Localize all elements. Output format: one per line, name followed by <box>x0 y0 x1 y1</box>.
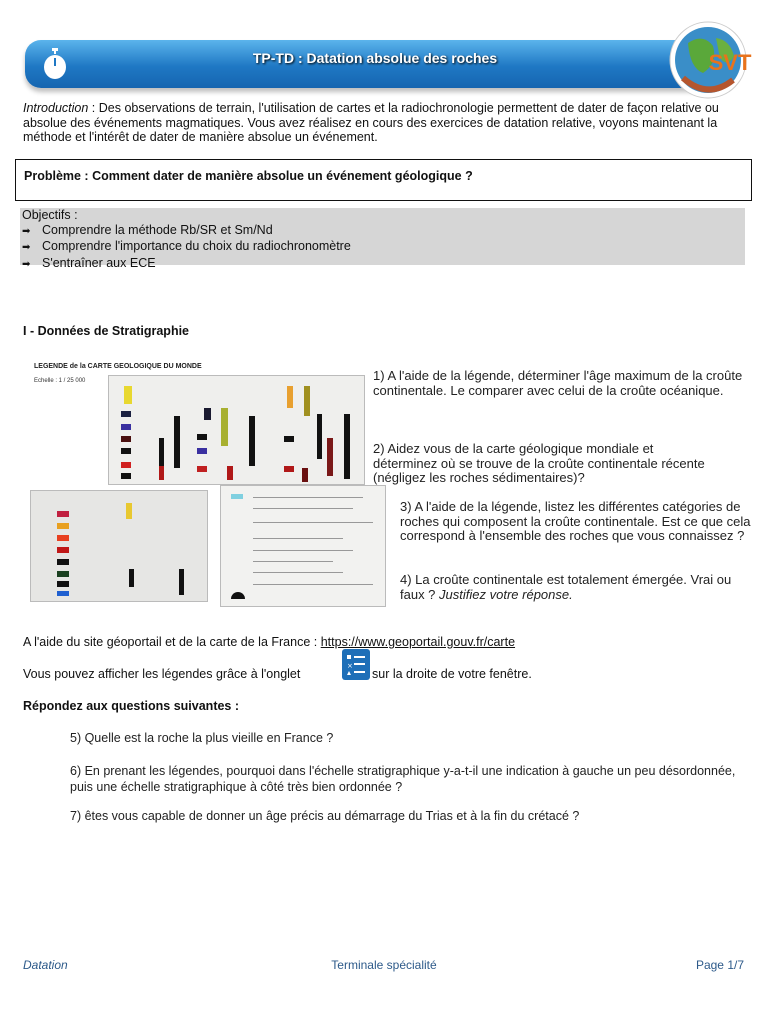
footer-page-number: Page 1/7 <box>695 958 744 972</box>
problem-box <box>15 159 752 201</box>
objective-item <box>20 239 745 256</box>
svg-text:×: × <box>347 662 353 670</box>
intro-sep: : <box>88 101 99 115</box>
header-banner <box>25 40 725 88</box>
question-4-text: 4) La croûte continentale est totalement émergée. Vrai ou faux ? <box>400 572 732 602</box>
figure-scale: Echelle : 1 / 25 000 <box>34 378 86 384</box>
figure-title: LEGENDE de la CARTE GEOLOGIQUE DU MONDE <box>34 363 202 370</box>
objective-text: Comprendre l'importance du choix du radiochronomètre <box>42 239 351 253</box>
legend-scan-continental <box>108 375 365 485</box>
geoportail-line <box>23 635 515 649</box>
arrow-icon: ➡ <box>22 242 31 253</box>
question-4 <box>400 573 755 602</box>
section-heading: I - Données de Stratigraphie <box>23 324 190 338</box>
legend-list-icon <box>342 649 370 680</box>
question-3: 3) A l'aide de la légende, listez les différentes catégories de roches qui composent la croûte continentale. Est ce que cela correspond à l'ensemble des roches que vous connaissez ? <box>400 499 751 543</box>
legend-scan-oceanic <box>30 490 208 602</box>
objectives-title: Objectifs : <box>22 208 78 222</box>
legend-scan-symbols <box>220 485 386 607</box>
geoportail-link[interactable]: https://www.geoportail.gouv.fr/carte <box>320 635 516 649</box>
legend-text-before: Vous pouvez afficher les légendes grâce à l'onglet <box>23 667 301 681</box>
question-5: 5) Quelle est la roche la plus vieille en France ? <box>70 731 334 745</box>
problem-text: Problème : Comment dater de manière absolue un événement géologique ? <box>24 169 473 183</box>
question-2: 2) Aidez vous de la carte géologique mondiale et déterminez où se trouve de la croûte continentale récente (négligez les roches sédimentaires)? <box>373 441 705 485</box>
svt-logo <box>668 18 760 102</box>
objective-text: S'entraîner aux ECE <box>42 255 156 270</box>
footer-center: Terminale spécialité <box>331 958 437 972</box>
arrow-icon: ➡ <box>22 225 31 237</box>
legend-tab-line <box>23 667 300 681</box>
question-6: 6) En prenant les légendes, pourquoi dans l'échelle stratigraphique y-a-t-il une indication à gauche un peu désordonnée, puis une échelle stratigraphique à côté très bien ordonnée ? <box>70 764 736 794</box>
arrow-icon: ➡ <box>22 258 31 270</box>
objectives-box <box>20 208 745 270</box>
question-4-italic: Justifiez votre réponse. <box>439 586 573 602</box>
questions-heading: Répondez aux questions suivantes : <box>23 699 240 713</box>
intro-label: Introduction <box>23 101 89 115</box>
question-7: 7) êtes vous capable de donner un âge précis au démarrage du Trias et à la fin du crétacé ? <box>70 809 580 823</box>
question-1: 1) A l'aide de la légende, déterminer l'âge maximum de la croûte continentale. Le comparer avec celui de la croûte océanique. <box>373 368 743 398</box>
legend-text-after: sur la droite de votre fenêtre. <box>372 667 532 681</box>
objective-item <box>20 256 745 273</box>
footer-left: Datation <box>23 958 68 972</box>
objective-item <box>20 223 745 240</box>
geoportail-text: A l'aide du site géoportail et de la carte de la France : <box>23 635 321 649</box>
svg-text:SVT: SVT <box>708 50 752 75</box>
objective-text: Comprendre la méthode Rb/SR et Sm/Nd <box>42 222 273 237</box>
intro-text: Des observations de terrain, l'utilisation de cartes et la radiochronologie permettent de dater de façon relative ou absolue des événements magmatiques. Vous avez réalisez en cours des exercices de datation relative, voyons maintenant la méthode et l'intérêt de dater de manière absolue un événement. <box>23 101 719 144</box>
page-title: TP-TD : Datation absolue des roches <box>252 50 498 66</box>
introduction-paragraph <box>23 101 748 145</box>
